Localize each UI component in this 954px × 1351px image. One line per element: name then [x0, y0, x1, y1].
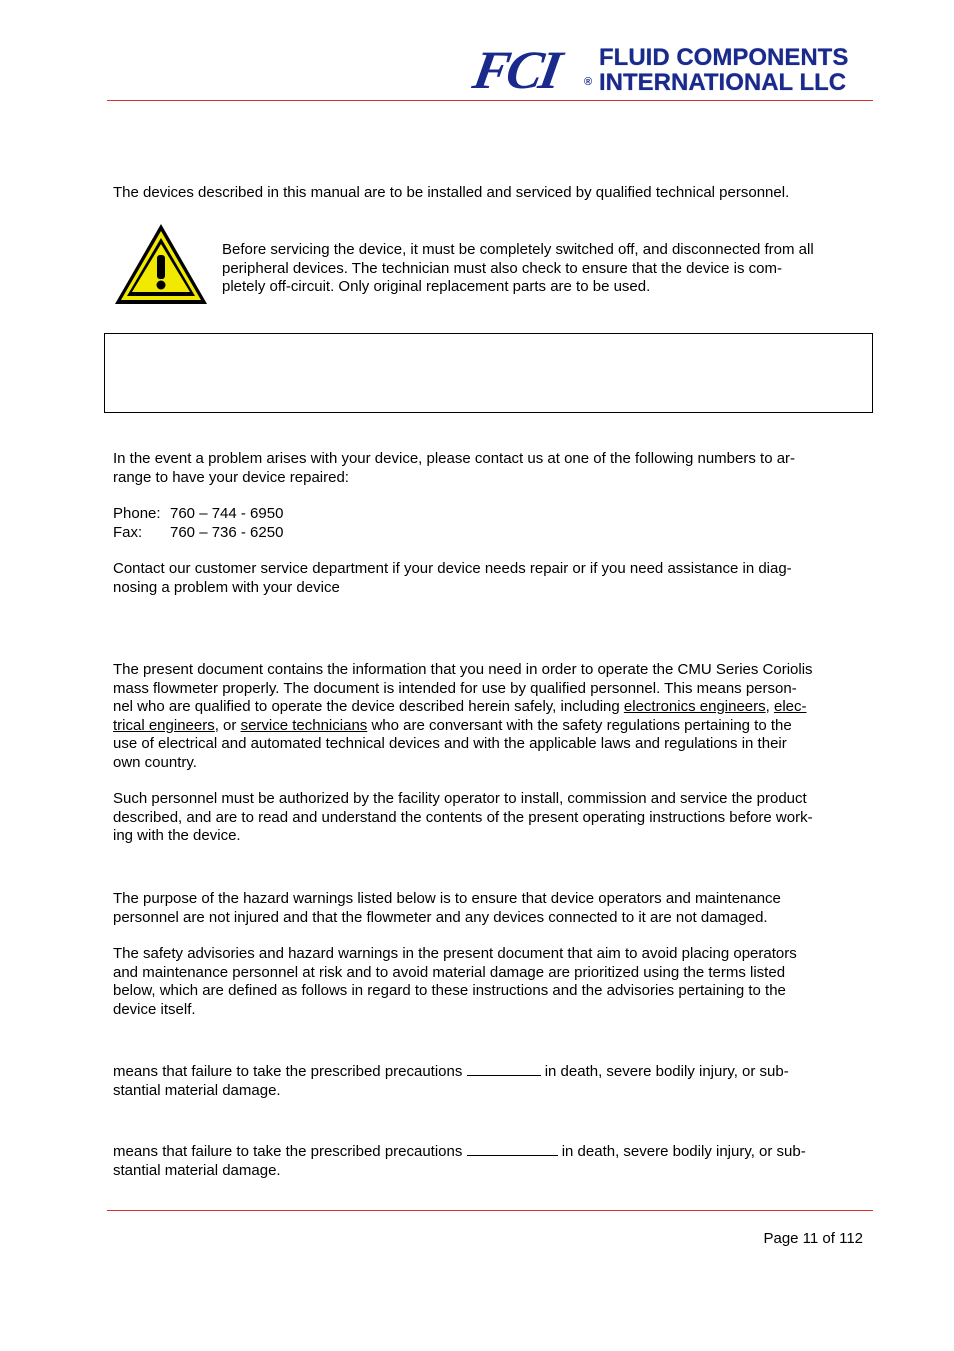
personnel-line	[113, 717, 813, 736]
logo-registered-mark: ®	[584, 76, 593, 88]
fax-row	[113, 524, 284, 543]
definition-text: means that failure to take the prescribed precautions	[113, 1063, 463, 1080]
personnel-line: mass flowmeter properly. The document is intended for use by qualified personnel. This means person-	[113, 679, 797, 697]
hazard-line: and maintenance personnel at risk and to avoid material damage are prioritized using the terms listed	[113, 963, 786, 981]
phone-label: Phone:	[113, 505, 161, 522]
company-logo	[468, 40, 866, 100]
link-service-technicians[interactable]: service technicians	[240, 716, 368, 734]
warning-line: Before servicing the device, it must be completely switched off, and disconnected from all	[222, 241, 814, 258]
hazard-line: below, which are defined as follows in regard to these instructions and the advisories pertaining to the	[113, 982, 786, 999]
authorization-paragraph	[113, 790, 813, 846]
definition-line	[113, 1063, 789, 1082]
definition-line: stantial material damage.	[113, 1161, 281, 1179]
definition-1	[113, 1063, 789, 1100]
logo-mark: FCI	[468, 40, 564, 100]
authorization-line: ing with the device.	[113, 827, 241, 844]
header-rule	[107, 100, 873, 101]
warning-triangle-icon	[113, 222, 209, 306]
repair-line: range to have your device repaired:	[113, 468, 349, 486]
contact-paragraph	[113, 560, 792, 597]
personnel-text: ,	[765, 698, 774, 715]
phone-row	[113, 505, 284, 524]
personnel-paragraph	[113, 661, 813, 772]
link-electronics-engineers[interactable]: electronics engineers	[623, 698, 766, 715]
personnel-line: use of electrical and automated technical devices and with the applicable laws and regulations in their	[113, 735, 787, 752]
personnel-text: nel who are qualified to operate the device described herein safely, including	[113, 698, 624, 715]
hazard-line: The safety advisories and hazard warnings in the present document that aim to avoid placing operators	[113, 945, 797, 962]
link-electrical-engineers-part1[interactable]: elec-	[773, 698, 807, 715]
contact-line: Contact our customer service department if your device needs repair or if you need assistance in diag-	[113, 560, 792, 577]
notice-box	[104, 333, 873, 413]
page-number: Page 11 of 112	[763, 1230, 863, 1247]
warning-line: peripheral devices. The technician must also check to ensure that the device is com-	[222, 259, 783, 277]
footer-rule	[107, 1210, 873, 1211]
definition-blank	[467, 1143, 558, 1156]
hazard-priority-paragraph	[113, 945, 797, 1019]
definition-text: in death, severe bodily injury, or sub-	[544, 1063, 789, 1080]
hazard-line: personnel are not injured and that the flowmeter and any devices connected to it are not damaged.	[113, 908, 768, 926]
warning-line: pletely off-circuit. Only original replacement parts are to be used.	[222, 278, 651, 295]
phone-number: 760 – 744 - 6950	[170, 505, 284, 522]
fax-label: Fax:	[113, 524, 143, 541]
repair-paragraph	[113, 450, 795, 487]
hazard-purpose-paragraph	[113, 890, 781, 927]
personnel-line	[113, 698, 813, 717]
fax-number: 760 – 736 - 6250	[170, 524, 284, 541]
definition-text: means that failure to take the prescribed precautions	[113, 1143, 463, 1160]
definition-line	[113, 1143, 806, 1162]
warning-text	[222, 241, 814, 297]
definition-line: stantial material damage.	[113, 1081, 281, 1099]
link-electrical-engineers-part2[interactable]: trical engineers	[113, 716, 215, 734]
intro-text: The devices described in this manual are to be installed and serviced by qualified technical personnel.	[113, 184, 790, 201]
personnel-line: The present document contains the information that you need in order to operate the CMU Series Coriolis	[113, 661, 813, 678]
authorization-line: Such personnel must be authorized by the facility operator to install, commission and service the product	[113, 790, 807, 807]
repair-line: In the event a problem arises with your device, please contact us at one of the following numbers to ar-	[113, 450, 796, 467]
hazard-line: The purpose of the hazard warnings listed below is to ensure that device operators and maintenance	[113, 890, 781, 907]
logo-company-line1: FLUID COMPONENTS	[599, 44, 849, 71]
personnel-text: who are conversant with the safety regulations pertaining to the	[367, 716, 792, 734]
contact-line: nosing a problem with your device	[113, 578, 340, 596]
logo-company-line2: INTERNATIONAL LLC	[599, 69, 847, 96]
hazard-line: device itself.	[113, 1000, 196, 1018]
authorization-line: described, and are to read and understand the contents of the present operating instructions before work-	[113, 808, 813, 826]
personnel-line: own country.	[113, 753, 197, 771]
definition-blank	[467, 1063, 541, 1076]
definition-2	[113, 1143, 806, 1180]
definition-text: in death, severe bodily injury, or sub-	[561, 1143, 806, 1160]
personnel-text: , or	[214, 716, 241, 734]
